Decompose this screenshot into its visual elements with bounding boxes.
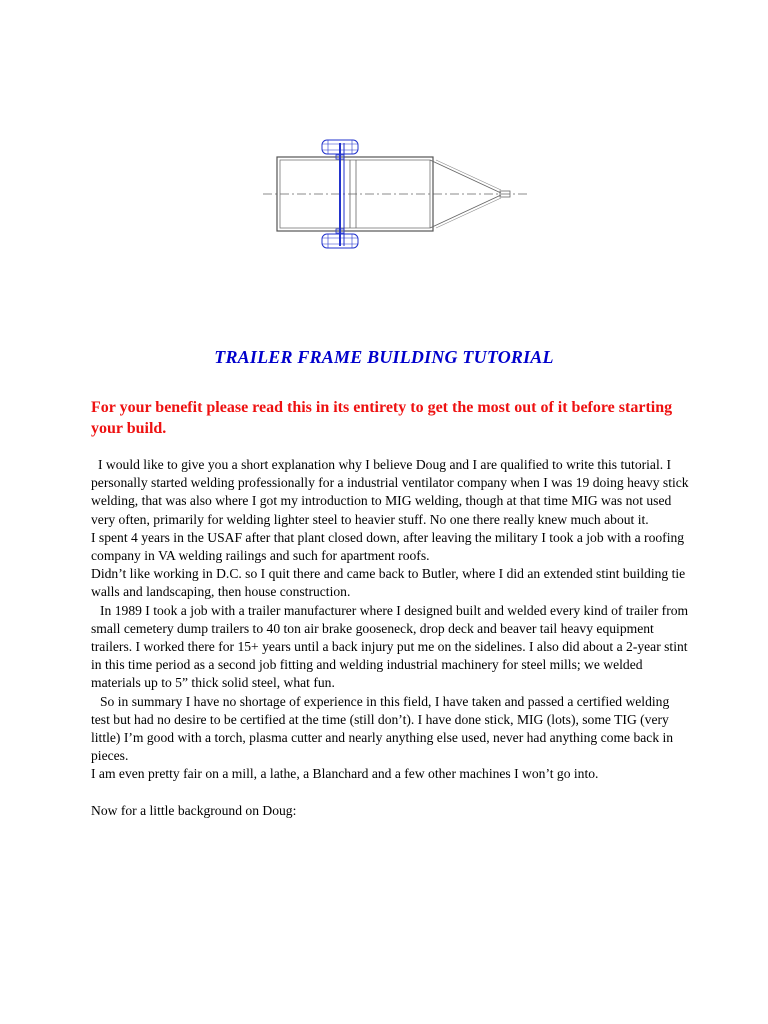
tongue-lower-inner (436, 198, 501, 228)
body-text (91, 456, 691, 820)
tongue-upper-inner (436, 160, 501, 190)
paragraph: I am even pretty fair on a mill, a lathe, a Blanchard and a few other machines I won’t go into. (91, 766, 599, 782)
warning-notice: For your benefit please read this in its entirety to get the most out of it before starting your build. (91, 399, 673, 437)
paragraph: So in summary I have no shortage of experience in this field, I have taken and passed a certified welding test but had no desire to be certified at the time (still don’t). I have done stick, MIG (lots), some TIG (very little) I’m good with a torch, plasma cutter and nearly anything else used, never had anything come back in pieces. (91, 693, 674, 764)
tongue-upper (430, 160, 501, 193)
page-title: TRAILER FRAME BUILDING TUTORIAL (214, 347, 554, 367)
trailer-frame-diagram (260, 130, 540, 260)
paragraph: Didn’t like working in D.C. so I quit there and came back to Butler, where I did an extended stint building tie walls and landscaping, then house construction. (91, 566, 686, 600)
paragraph: In 1989 I took a job with a trailer manufacturer where I designed built and welded every kind of trailer from small cemetery dump trailers to 40 ton air brake gooseneck, drop deck and beaver tail heavy equipment trailers. I worked there for 15+ years until a back injury put me on the sidelines. I also did about a 2-year stint in this time period as a second job fitting and welding industrial machinery for steel mills; we welded materials up to 5” thick solid steel, what fun. (91, 602, 689, 691)
paragraph: Now for a little background on Doug: (91, 802, 297, 818)
paragraph: I spent 4 years in the USAF after that plant closed down, after leaving the military I took a job with a roofing company in VA welding railings and such for apartment roofs. (91, 529, 685, 564)
tongue-lower (430, 195, 501, 228)
paragraph: I would like to give you a short explanation why I believe Doug and I are qualified to write this tutorial. I personally started welding professionally for a industrial ventilator company when I was 19 doing heavy stick welding, that was also where I got my introduction to MIG welding, though at that time MIG was not used very often, primarily for welding lighter steel to heavier stuff. No one there really knew much about it. (91, 457, 689, 527)
